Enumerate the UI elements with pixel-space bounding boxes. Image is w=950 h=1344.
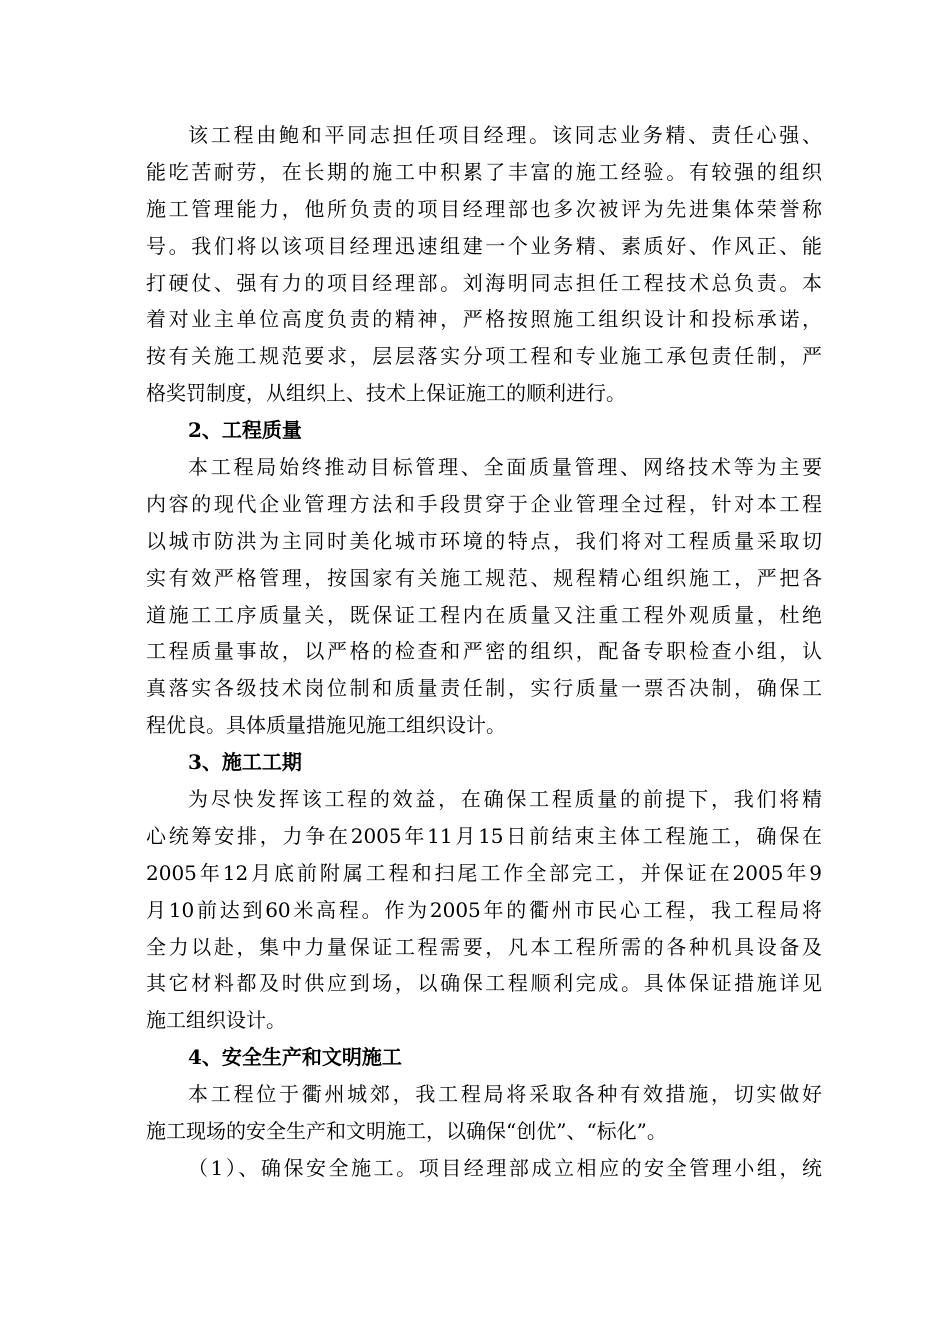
paragraph-line: 道施工工序质量关，既保证工程内在质量又注重工程外观质量，杜绝 [146, 602, 822, 627]
paragraph-line: 本工程位于衢州城郊，我工程局将采取各种有效措施，切实做好 [188, 1082, 822, 1107]
paragraph-safety-item-1 [146, 1150, 822, 1187]
paragraph-line: 为尽快发挥该工程的效益，在确保工程质量的前提下，我们将精 [188, 787, 822, 812]
paragraph-line: 2005年12月底前附属工程和扫尾工作全部完工，并保证在2005年9 [146, 860, 822, 885]
paragraph-project-manager [146, 117, 822, 412]
paragraph-line: （1）、确保安全施工。项目经理部成立相应的安全管理小组，统 [188, 1155, 822, 1180]
paragraph-line: 工程质量事故，以严格的检查和严密的组织，配备专职检查小组，认 [146, 639, 822, 664]
paragraph-line: 本工程局始终推动目标管理、全面质量管理、网络技术等为主要 [188, 455, 822, 480]
paragraph-line: 施工组织设计。 [146, 1008, 286, 1033]
paragraph-safety [146, 1076, 822, 1150]
paragraph-line: 能吃苦耐劳，在长期的施工中积累了丰富的施工经验。有较强的组织 [146, 159, 822, 184]
paragraph-line: 格奖罚制度，从组织上、技术上保证施工的顺利进行。 [146, 381, 626, 406]
section-heading-quality: 2、工程质量 [188, 418, 302, 443]
paragraph-line: 施工现场的安全生产和文明施工，以确保“创优”、“标化”。 [146, 1119, 667, 1144]
paragraph-line: 内容的现代企业管理方法和手段贯穿于企业管理全过程，针对本工程 [146, 491, 822, 516]
paragraph-line: 号。我们将以该项目经理迅速组建一个业务精、素质好、作风正、能 [146, 233, 822, 258]
paragraph-line: 该工程由鲍和平同志担任项目经理。该同志业务精、责任心强、 [188, 123, 822, 147]
paragraph-line: 施工管理能力，他所负责的项目经理部也多次被评为先进集体荣誉称 [146, 196, 822, 221]
paragraph-line: 真落实各级技术岗位制和质量责任制，实行质量一票否决制，确保工 [146, 676, 822, 701]
paragraph-schedule [146, 781, 822, 1039]
paragraph-line: 着对业主单位高度负责的精神，严格按照施工组织设计和投标承诺， [146, 307, 822, 332]
paragraph-line: 打硬仗、强有力的项目经理部。刘海明同志担任工程技术总负责。本 [146, 270, 822, 295]
section-heading-safety: 4、安全生产和文明施工 [188, 1045, 402, 1070]
paragraph-line: 以城市防洪为主同时美化城市环境的特点，我们将对工程质量采取切 [146, 528, 822, 553]
paragraph-line: 心统筹安排，力争在2005年11月15日前结束主体工程施工，确保在 [146, 823, 822, 848]
paragraph-line: 月10前达到60米高程。作为2005年的衢州市民心工程，我工程局将 [146, 897, 822, 922]
paragraph-quality [146, 449, 822, 744]
paragraph-line: 程优良。具体质量措施见施工组织设计。 [146, 713, 506, 738]
paragraph-line: 全力以赴，集中力量保证工程需要，凡本工程所需的各种机具设备及 [146, 934, 822, 959]
paragraph-line: 其它材料都及时供应到场，以确保工程顺利完成。具体保证措施详见 [146, 971, 822, 996]
document-body [146, 117, 822, 1187]
paragraph-line: 按有关施工规范要求，层层落实分项工程和专业施工承包责任制，严 [146, 344, 822, 369]
paragraph-line: 实有效严格管理，按国家有关施工规范、规程精心组织施工，严把各 [146, 565, 822, 590]
section-heading-schedule: 3、施工工期 [188, 750, 302, 775]
